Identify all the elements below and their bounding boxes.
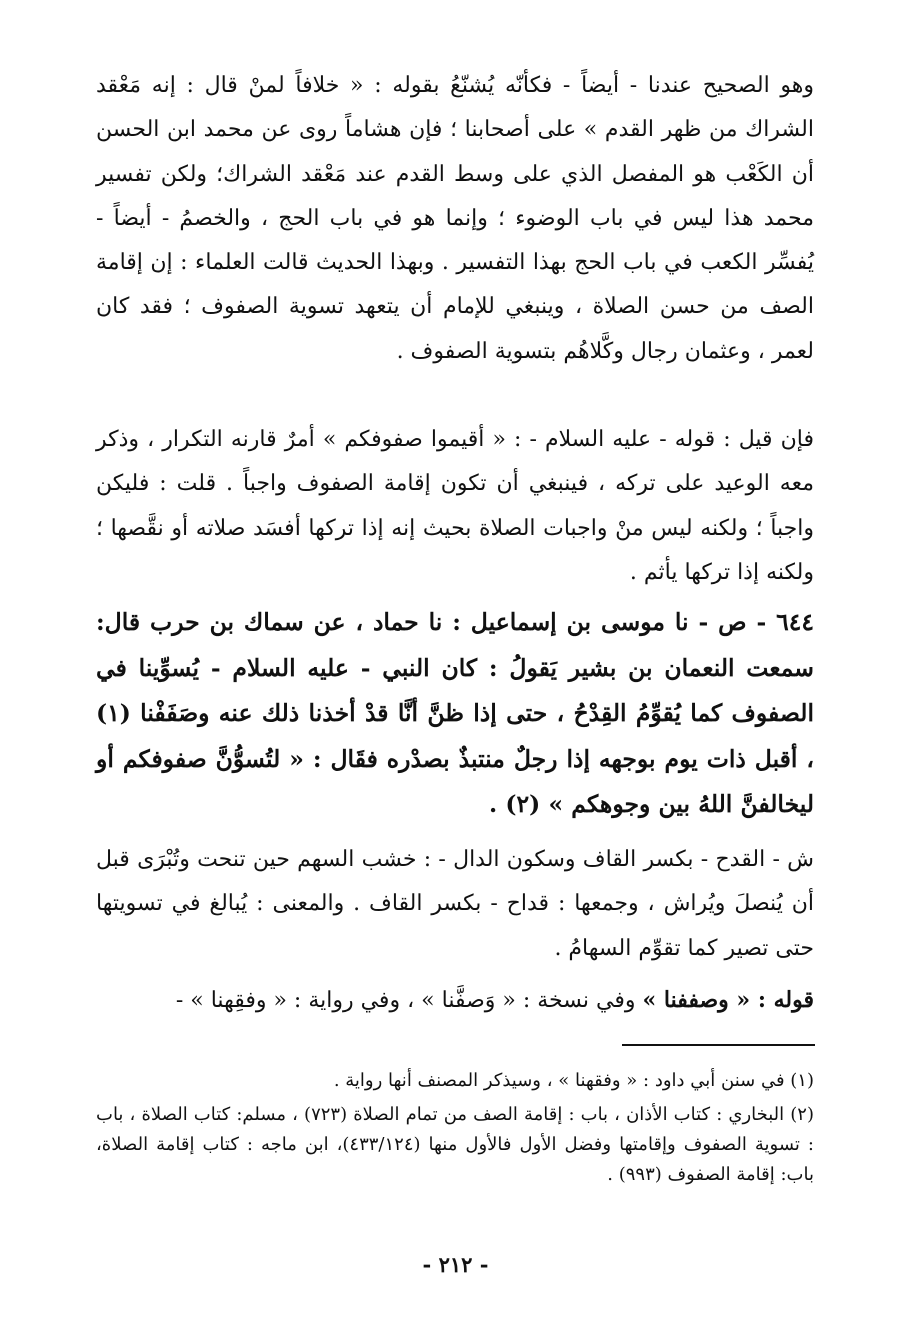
commentary-paragraph: ش - القدح - بكسر القاف وسكون الدال - : خشب السهم حين تنحت وتُبْرَى قبل أن يُنصلَ ويُراش ، وجمعها : قداح - بكسر القاف . والمعنى : يُبالغ في تسويتها حتى تصير كما تقوِّم السهامُ . bbox=[96, 847, 814, 961]
quoted-word: قوله : « وصففنا » bbox=[642, 987, 814, 1013]
body-paragraph: فإن قيل : قوله - عليه السلام - : « أقيموا صفوفكم » أمرٌ قارنه التكرار ، وذكر معه الوعيد على تركه ، فينبغي أن تكون إقامة الصفوف واجباً . قلت : فليكن واجباً ؛ ولكنه ليس منْ واجبات الصلاة بحيث إنه إذا تركها أفسَد صلاته أو نقَّصها ؛ ولكنه إذا تركها يأثم . bbox=[96, 427, 814, 585]
footnote-separator bbox=[622, 1044, 815, 1046]
footnote: (١) في سنن أبي داود : « وفقهنا » ، وسيذكر المصنف أنها رواية . bbox=[333, 1070, 814, 1091]
page-number: - ٢١٢ - bbox=[422, 1252, 489, 1277]
body-paragraph bbox=[96, 978, 814, 1023]
hadith-text: ٦٤٤ - ص - نا موسى بن إسماعيل : نا حماد ، عن سماك بن حرب قال: سمعت النعمان بن بشير يَقولُ : كان النبي - عليه السلام - يُسوِّينا في الصفوف كما يُقوِّمُ القِدْحُ ، حتى إذا ظنَّ أنَّا قدْ أخذنا ذلك عنه وصَفَفْنا (١) ، أقبل ذات يوم بوجهه إذا رجلٌ منتبذٌ بصدْره فقَال : « لتُسوُّنَّ صفوفكم أو ليخالفنَّ اللهُ بين وجوهكم » (٢) . bbox=[96, 608, 814, 818]
body-paragraph: وهو الصحيح عندنا - أيضاً - فكأنّه يُشنّعُ بقوله : « خلافاً لمنْ قال : إنه مَعْقد الشراك من ظهر القدم » على أصحابنا ؛ فإن هشاماً روى عن محمد ابن الحسن أن الكَعْب هو المفصل الذي على وسط القدم عند مَعْقد الشراك؛ ولكن تفسير محمد هذا ليس في باب الوضوء ؛ وإنما هو في باب الحج ، والخصمُ - أيضاً - يُفسِّر الكعب في باب الحج بهذا التفسير . وبهذا الحديث قالت العلماء : إن إقامة الصف من حسن الصلاة ، وينبغي للإمام أن يتعهد تسوية الصفوف ؛ فقد كان لعمر ، وعثمان رجال وكَّلاهُم بتسوية الصفوف . bbox=[96, 73, 814, 364]
body-text: وفي نسخة : « وَصفَّنا » ، وفي رواية : « وفقِهنا » - bbox=[175, 988, 643, 1013]
footnote: (٢) البخاري : كتاب الأذان ، باب : إقامة الصف من تمام الصلاة (٧٢٣) ، مسلم: كتاب الصلاة ، باب : تسوية الصفوف وإقامتها وفضل الأول فالأول منها (٤٣٣/١٢٤)، ابن ماجه : كتاب إقامة الصلاة، باب: إقامة الصفوف (٩٩٣) . bbox=[96, 1104, 814, 1185]
